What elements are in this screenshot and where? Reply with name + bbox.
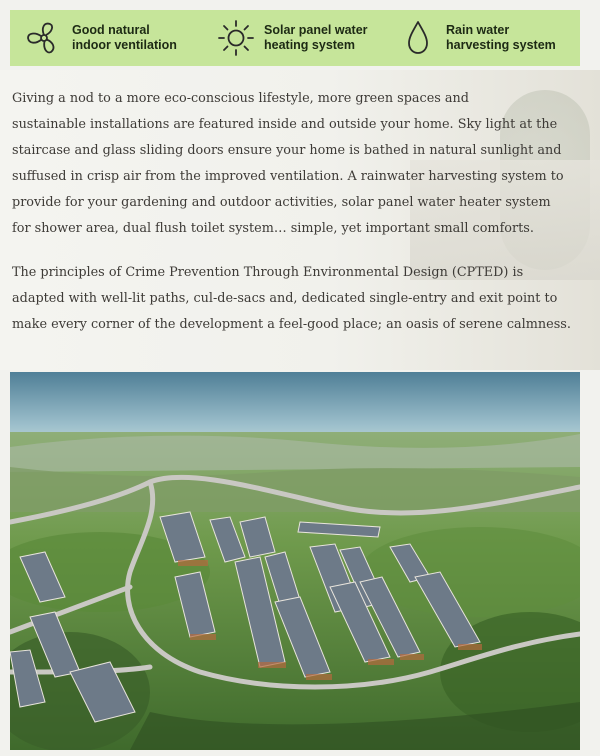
aerial-development-image [10, 372, 580, 750]
sun-icon [216, 18, 256, 58]
text-line: suffused in crisp air from the improved ventilation. A rainwater harvesting system to [12, 169, 564, 184]
text-line: provide for your gardening and outdoor activities, solar panel water heater system [12, 195, 551, 210]
feature-label: Good natural indoor ventilation [72, 23, 177, 52]
text-line: adapted with well-lit paths, cul-de-sacs and, dedicated single-entry and exit point to [12, 291, 558, 306]
text-line: for shower area, dual flush toilet system… simple, yet important small comforts. [12, 221, 534, 236]
text-line: make every corner of the development a feel-good place; an oasis of serene calmness. [12, 317, 571, 332]
fan-icon [24, 18, 64, 58]
eco-paragraph [12, 86, 582, 242]
features-banner [10, 10, 580, 66]
text-line: sustainable installations are featured inside and outside your home. Sky light at the [12, 117, 558, 132]
feature-ventilation [24, 10, 177, 66]
text-line: Giving a nod to a more eco-conscious lifestyle, more green spaces and [12, 91, 469, 106]
feature-solar [216, 10, 368, 66]
feature-label: Rain water harvesting system [446, 23, 556, 52]
text-line: staircase and glass sliding doors ensure your home is bathed in natural sunlight and [12, 143, 562, 158]
water-drop-icon [398, 18, 438, 58]
text-line: The principles of Crime Prevention Through Environmental Design (CPTED) is [12, 265, 524, 280]
feature-rainwater [398, 10, 556, 66]
feature-label: Solar panel water heating system [264, 23, 368, 52]
cpted-paragraph [12, 260, 582, 338]
